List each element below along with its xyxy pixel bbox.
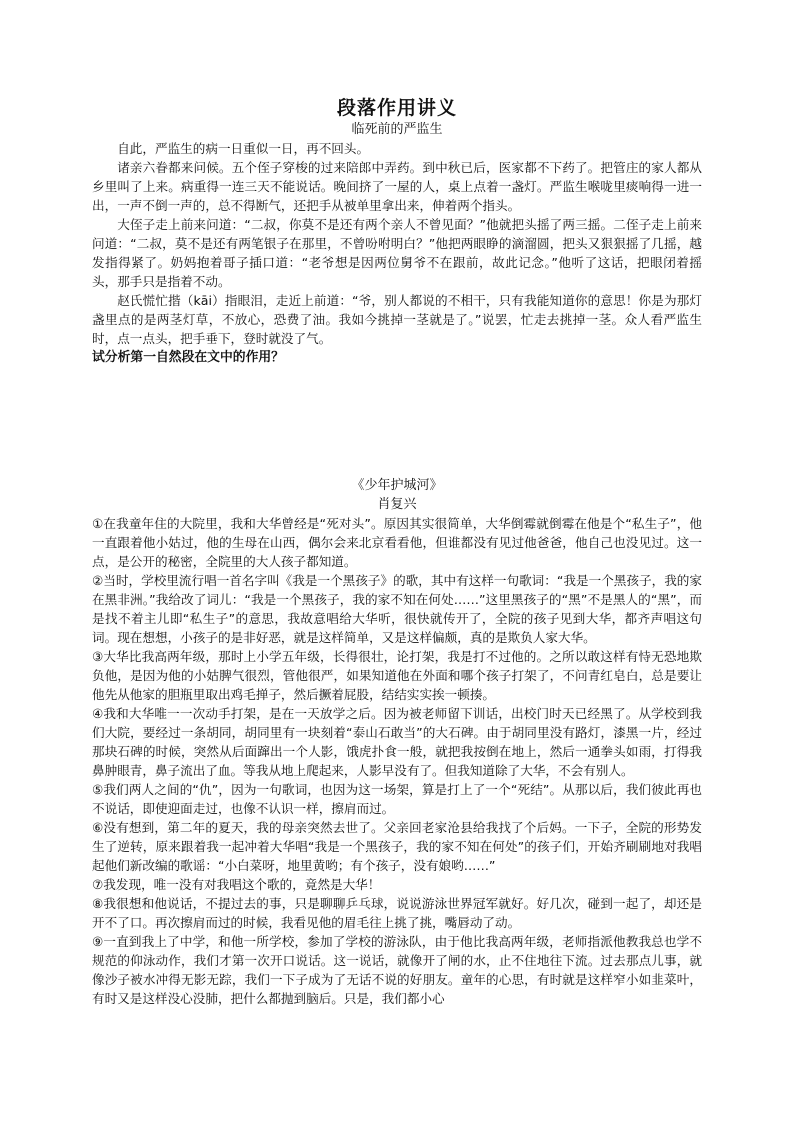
paragraph: ②当时，学校里流行唱一首名字叫《我是一个黑孩子》的歌，其中有这样一句歌词：“我是一个黑孩子，我的家在黑非洲。”我给改了词儿：“我是一个黑孩子，我的家不知在何处……”这里黑孩子的“黑”不是黑人的“黑”，而是找不着主儿即“私生子”的意思，我故意唱给大华听，很快就传开了，全院的孩子见到大华，都齐声唱这句词。现在想想，小孩子的是非好恶，就是这样简单，又是这样偏颇，真的是欺负人家大华。 [92,573,702,645]
question: 试分析第一自然段在文中的作用？ [92,350,284,365]
paragraph: ⑧我很想和他说话，不提过去的事，只是聊聊乒乓球，说说游泳世界冠军就好。好几次，碰到一起了，却还是开不了口。再次擦肩而过的时候，我看见他的眉毛往上挑了挑，嘴唇动了动。 [92,896,702,930]
passage-one-title: 临死前的严监生 [351,122,443,137]
page-title: 段落作用讲义 [336,97,457,119]
passage-two-title: 《少年护城河》 [351,478,443,493]
passage-two-author: 肖复兴 [377,497,417,512]
paragraph: 大侄子走上前来问道：“二叔，你莫不是还有两个亲人不曾见面？”他就把头摇了两三摇。二侄子走上前来问道：“二叔，莫不是还有两笔银子在那里，不曾吩咐明白？”他把两眼睁的滴溜圆，把头又狠狠摇了几摇，越发指得紧了。奶妈抱着哥子插口道：“老爷想是因两位舅爷不在跟前，故此记念。”他听了这话，把眼闭着摇头，那手只是指着不动。 [92,217,702,289]
paragraph: 自此，严监生的病一日重似一日，再不回头。 [117,141,370,156]
paragraph: ⑥没有想到，第二年的夏天，我的母亲突然去世了。父亲回老家沧县给我找了个后妈。一下子，全院的形势发生了逆转，原来跟着我一起冲着大华唱“我是一个黑孩子，我的家不知在何处”的孩子们，开始齐刷刷地对我唱起他们新改编的歌谣：“小白菜呀，地里黄哟；有个孩子，没有娘哟……” [92,820,702,873]
paragraph: ③大华比我高两年级，那时上小学五年级，长得很壮，论打架，我是打不过他的。之所以敢这样有恃无恐地欺负他，是因为他的小姑脾气很烈，管他很严，如果知道他在外面和哪个孩子打架了，不问青红皂白，总是要让他先从他家的胆瓶里取出鸡毛掸子，然后撅着屁股，结结实实挨一顿揍。 [92,649,702,702]
paragraph: 赵氏慌忙揩（kāi）指眼泪，走近上前道：“爷，别人都说的不相干，只有我能知道你的意思！你是为那灯盏里点的是两茎灯草，不放心，恐费了油。我如今挑掉一茎就是了。”说罢，忙走去挑掉一茎。众人看严监生时，点一点头，把手垂下，登时就没了气。 [92,293,702,346]
paragraph: ⑤我们两人之间的“仇”，因为一句歌词，也因为这一场架，算是打上了一个“死结”。从那以后，我们彼此再也不说话，即使迎面走过，也像不认识一样，擦肩而过。 [92,782,702,816]
paragraph: 诸亲六眷都来问候。五个侄子穿梭的过来陪郎中弄药。到中秋已后，医家都不下药了。把管庄的家人都从乡里叫了上来。病重得一连三天不能说话。晚间挤了一屋的人，桌上点着一盏灯。严监生喉咙里痰响得一进一出，一声不倒一声的，总不得断气，还把手从被单里拿出来，伸着两个指头。 [92,160,702,213]
passage-one [92,96,702,367]
paragraph: ④我和大华唯一一次动手打架，是在一天放学之后。因为被老师留下训话，出校门时天已经黑了。从学校到我们大院，要经过一条胡同，胡同里有一块刻着“泰山石敢当”的大石碑。由于胡同里没有路灯，漆黑一片，经过那块石碑的时候，突然从后面蹿出一个人影，饿虎扑食一般，就把我按倒在地上，然后一通拳头如雨，打得我鼻肿眼青，鼻子流出了血。等我从地上爬起来，人影早没有了。但我知道除了大华，不会有别人。 [92,706,702,778]
paragraph: ①在我童年住的大院里，我和大华曾经是“死对头”。原因其实很简单，大华倒霉就倒霉在他是个“私生子”，他一直跟着他小姑过，他的生母在山西，偶尔会来北京看看他，但谁都没有见过他爸爸，他自己也没见过。这一点，是公开的秘密，全院里的大人孩子都知道。 [92,516,702,569]
paragraph: ⑨一直到我上了中学，和他一所学校，参加了学校的游泳队，由于他比我高两年级，老师指派他教我总也学不规范的仰泳动作，我们才第一次开口说话。这一说话，就像开了闸的水，止不住地往下流。过去那点儿事，就像沙子被水冲得无影无踪，我们一下子成为了无话不说的好朋友。童年的心思，有时就是这样窄小如韭菜叶，有时又是这样没心没肺，把什么都抛到脑后。只是，我们都小心 [92,934,702,1006]
passage-two [92,476,702,1008]
paragraph: ⑦我发现，唯一没有对我唱这个歌的，竟然是大华！ [92,877,381,892]
